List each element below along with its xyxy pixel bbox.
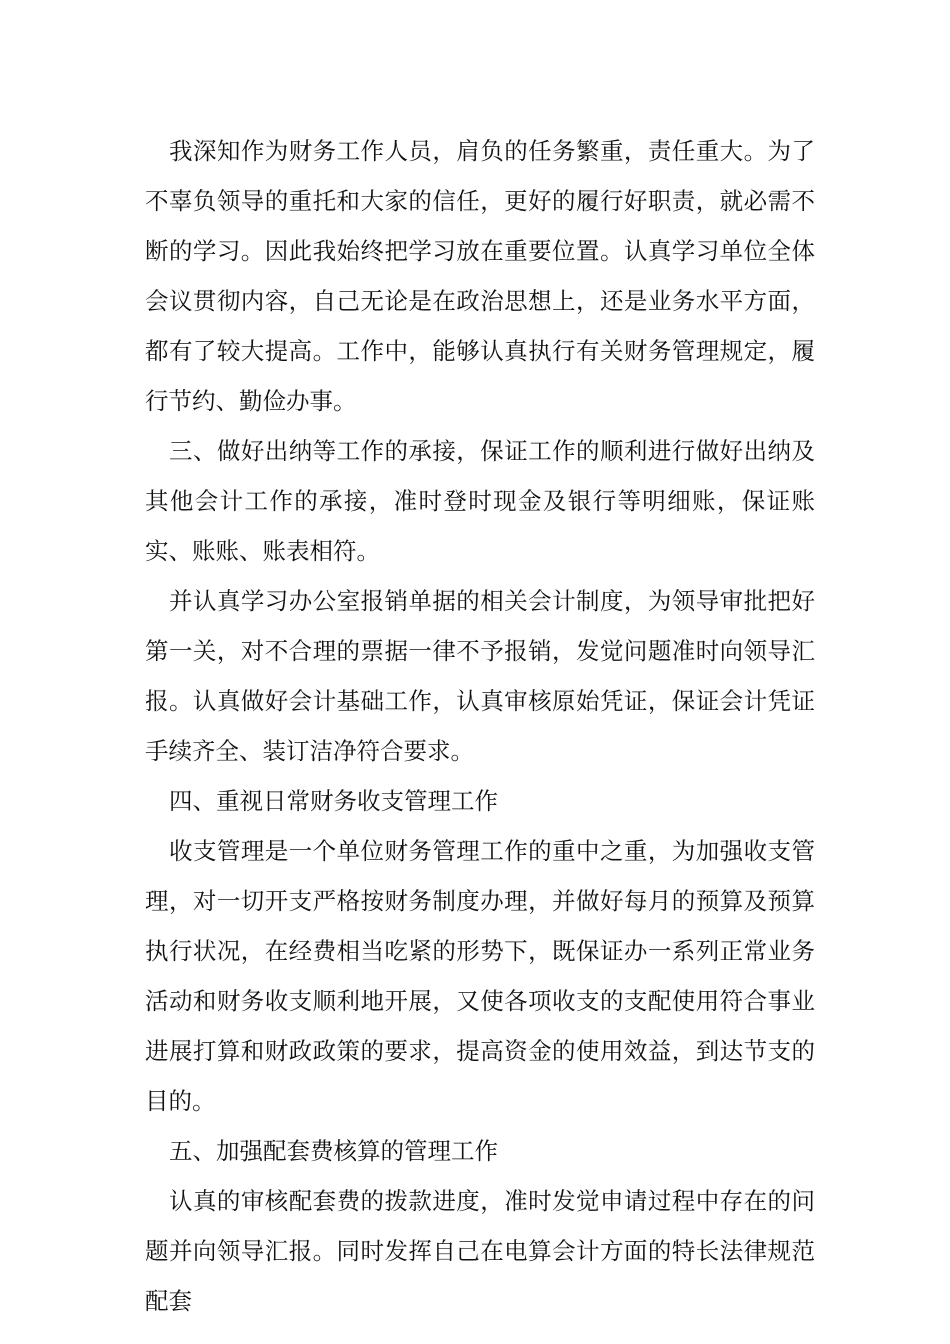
paragraph-cashier-handover: 三、做好出纳等工作的承接，保证工作的顺利进行做好出纳及其他会计工作的承接，准时登时现金及银行等明细账，保证账实、账账、账表相符。 [145,437,815,565]
document-body [145,126,815,1326]
section-heading-income-expense: 四、重视日常财务收支管理工作 [169,787,498,815]
paragraph-supporting-fees: 认真的审核配套费的拨款进度，准时发觉申请过程中存在的问题并向领导汇报。同时发挥自己在电算会计方面的特长法律规范配套 [145,1187,815,1315]
paragraph-reimbursement: 并认真学习办公室报销单据的相关会计制度，为领导审批把好第一关，对不合理的票据一律不予报销，发觉问题准时向领导汇报。认真做好会计基础工作，认真审核原始凭证，保证会计凭证手续齐全、装订洁净符合要求。 [145,587,815,765]
section-heading-supporting-fees: 五、加强配套费核算的管理工作 [169,1137,498,1165]
paragraph-income-expense: 收支管理是一个单位财务管理工作的重中之重，为加强收支管理，对一切开支严格按财务制度办理，并做好每月的预算及预算执行状况，在经费相当吃紧的形势下，既保证办一系列正常业务活动和财务收支顺利地开展，又使各项收支的支配使用符合事业进展打算和财政政策的要求，提高资金的使用效益，到达节支的目的。 [145,837,815,1115]
paragraph-study: 我深知作为财务工作人员，肩负的任务繁重，责任重大。为了不辜负领导的重托和大家的信任，更好的履行好职责，就必需不断的学习。因此我始终把学习放在重要位置。认真学习单位全体会议贯彻内容，自己无论是在政治思想上，还是业务水平方面，都有了较大提高。工作中，能够认真执行有关财务管理规定，履行节约、勤俭办事。 [145,137,815,415]
